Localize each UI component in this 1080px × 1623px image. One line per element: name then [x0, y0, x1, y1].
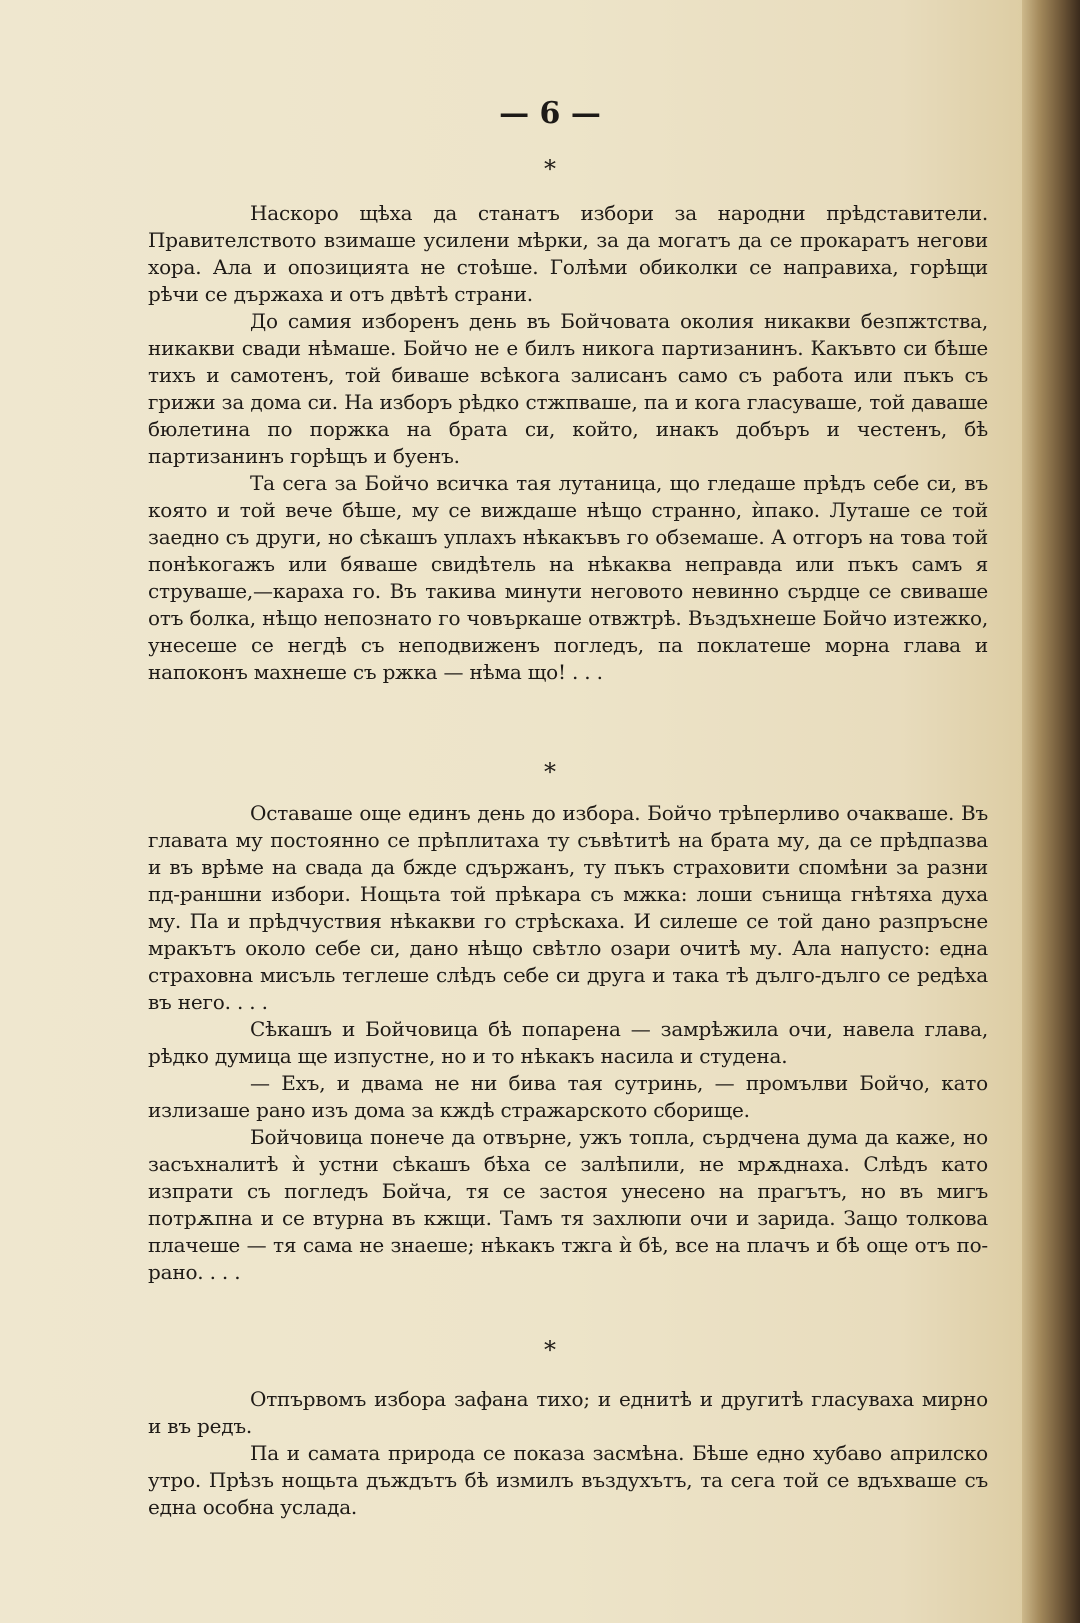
page-edge [1022, 0, 1080, 1623]
paragraph: Оставаше още единъ день до избора. Бойчо трѣперливо очакваше. Въ главата му постоянно се прѣплитаха ту съвѣтитѣ на брата му, да се прѣдпазва и въ врѣме на свада да бжде сдържанъ, ту пъкъ страховити спомѣни за разни пд-раншни избори. Нощьта той прѣкара съ мжка: лоши сънища гнѣтяха духа му. Па и прѣдчуствия нѣкакви го стрѣскаха. И силеше се той дано разпръсне мракътъ около себе си, дано нѣщо свѣтло озари очитѣ му. Ала напусто: една страховна мисъль теглеше слѣдъ себе си друга и така тѣ дълго-дълго се редѣха въ него. . . . [148, 801, 988, 1014]
paragraph: Отпървомъ избора зафана тихо; и еднитѣ и другитѣ гласуваха мирно и въ редъ. [148, 1387, 988, 1438]
paragraph: — Ехъ, и двама не ни бива тая сутринь, — промълви Бойчо, като излизаше рано изъ дома за кждѣ стражарското сборище. [148, 1071, 988, 1122]
paragraph: Па и самата природа се показа засмѣна. Бѣше едно хубаво априлско утро. Прѣзъ нощьта дъждътъ бѣ измилъ въздухътъ, та сега той се вдъхваше съ една особна услада. [148, 1441, 988, 1519]
section-separator: * [544, 1336, 556, 1364]
paragraph: Бойчовица понече да отвърне, ужъ топла, сърдчена дума да каже, но засъхналитѣ ѝ устни сѣкашъ бѣха се залѣпили, не мрѫднаха. Слѣдъ като изпрати съ погледъ Бойча, тя се застоя унесено на прагътъ, но въ мигъ потрѫпна и се втурна въ кжщи. Тамъ тя захлюпи очи и зарида. Защо толкова плачеше — тя сама не знаеше; нѣкакъ тжга ѝ бѣ, все на плачъ и бѣ още отъ по-рано. . . . [148, 1125, 988, 1284]
paragraph: До самия изборенъ день въ Бойчовата околия никакви безпжтства, никакви свади нѣмаше. Бойчо не е билъ никога партизанинъ. Какъвто си бѣше тихъ и самотенъ, той биваше всѣкога залисанъ само съ работа или пъкъ съ грижи за дома си. На изборъ рѣдко стжпваше, па и кога гласуваше, той даваше бюлетина по поржка на брата си, който, инакъ добъръ и честенъ, бѣ партизанинъ горѣщъ и буенъ. [148, 309, 988, 468]
paragraph: Сѣкашъ и Бойчовица бѣ попарена — замрѣжила очи, навела глава, рѣдко думица ще изпустне, но и то нѣкакъ насила и студена. [148, 1017, 988, 1068]
paragraph: Та сега за Бойчо всичка тая лутаница, що гледаше прѣдъ себе си, въ която и той вече бѣше, му се виждаше нѣщо странно, ѝпако. Луташе се той заедно съ други, но сѣкашъ уплахъ нѣкакъвъ го обземаше. А отгоръ на това той понѣкогажъ или бяваше свидѣтель на нѣкаква неправда или пъкъ самъ я струваше,—караха го. Въ такива минути неговото невинно сърдце се свиваше отъ болка, нѣщо непознато го човъркаше отвжтрѣ. Въздъхнеше Бойчо изтежко, унесеше се негдѣ съ неподвиженъ погледъ, па поклатеше морна глава и напоконъ махнеше съ ржка — нѣма що! . . . [148, 471, 988, 684]
section-1 [148, 200, 988, 686]
section-3 [148, 1386, 988, 1521]
page-number: — 6 — [499, 96, 601, 131]
section-separator: * [544, 758, 556, 786]
section-separator: * [544, 155, 556, 183]
section-2 [148, 800, 988, 1286]
paragraph: Наскоро щѣха да станатъ избори за народни прѣдставители. Правителството взимаше усилени мѣрки, за да могатъ да се прокаратъ негови хора. Ала и опозицията не стоѣше. Голѣми обиколки се направиха, горѣщи рѣчи се държаха и отъ двѣтѣ страни. [148, 201, 988, 306]
